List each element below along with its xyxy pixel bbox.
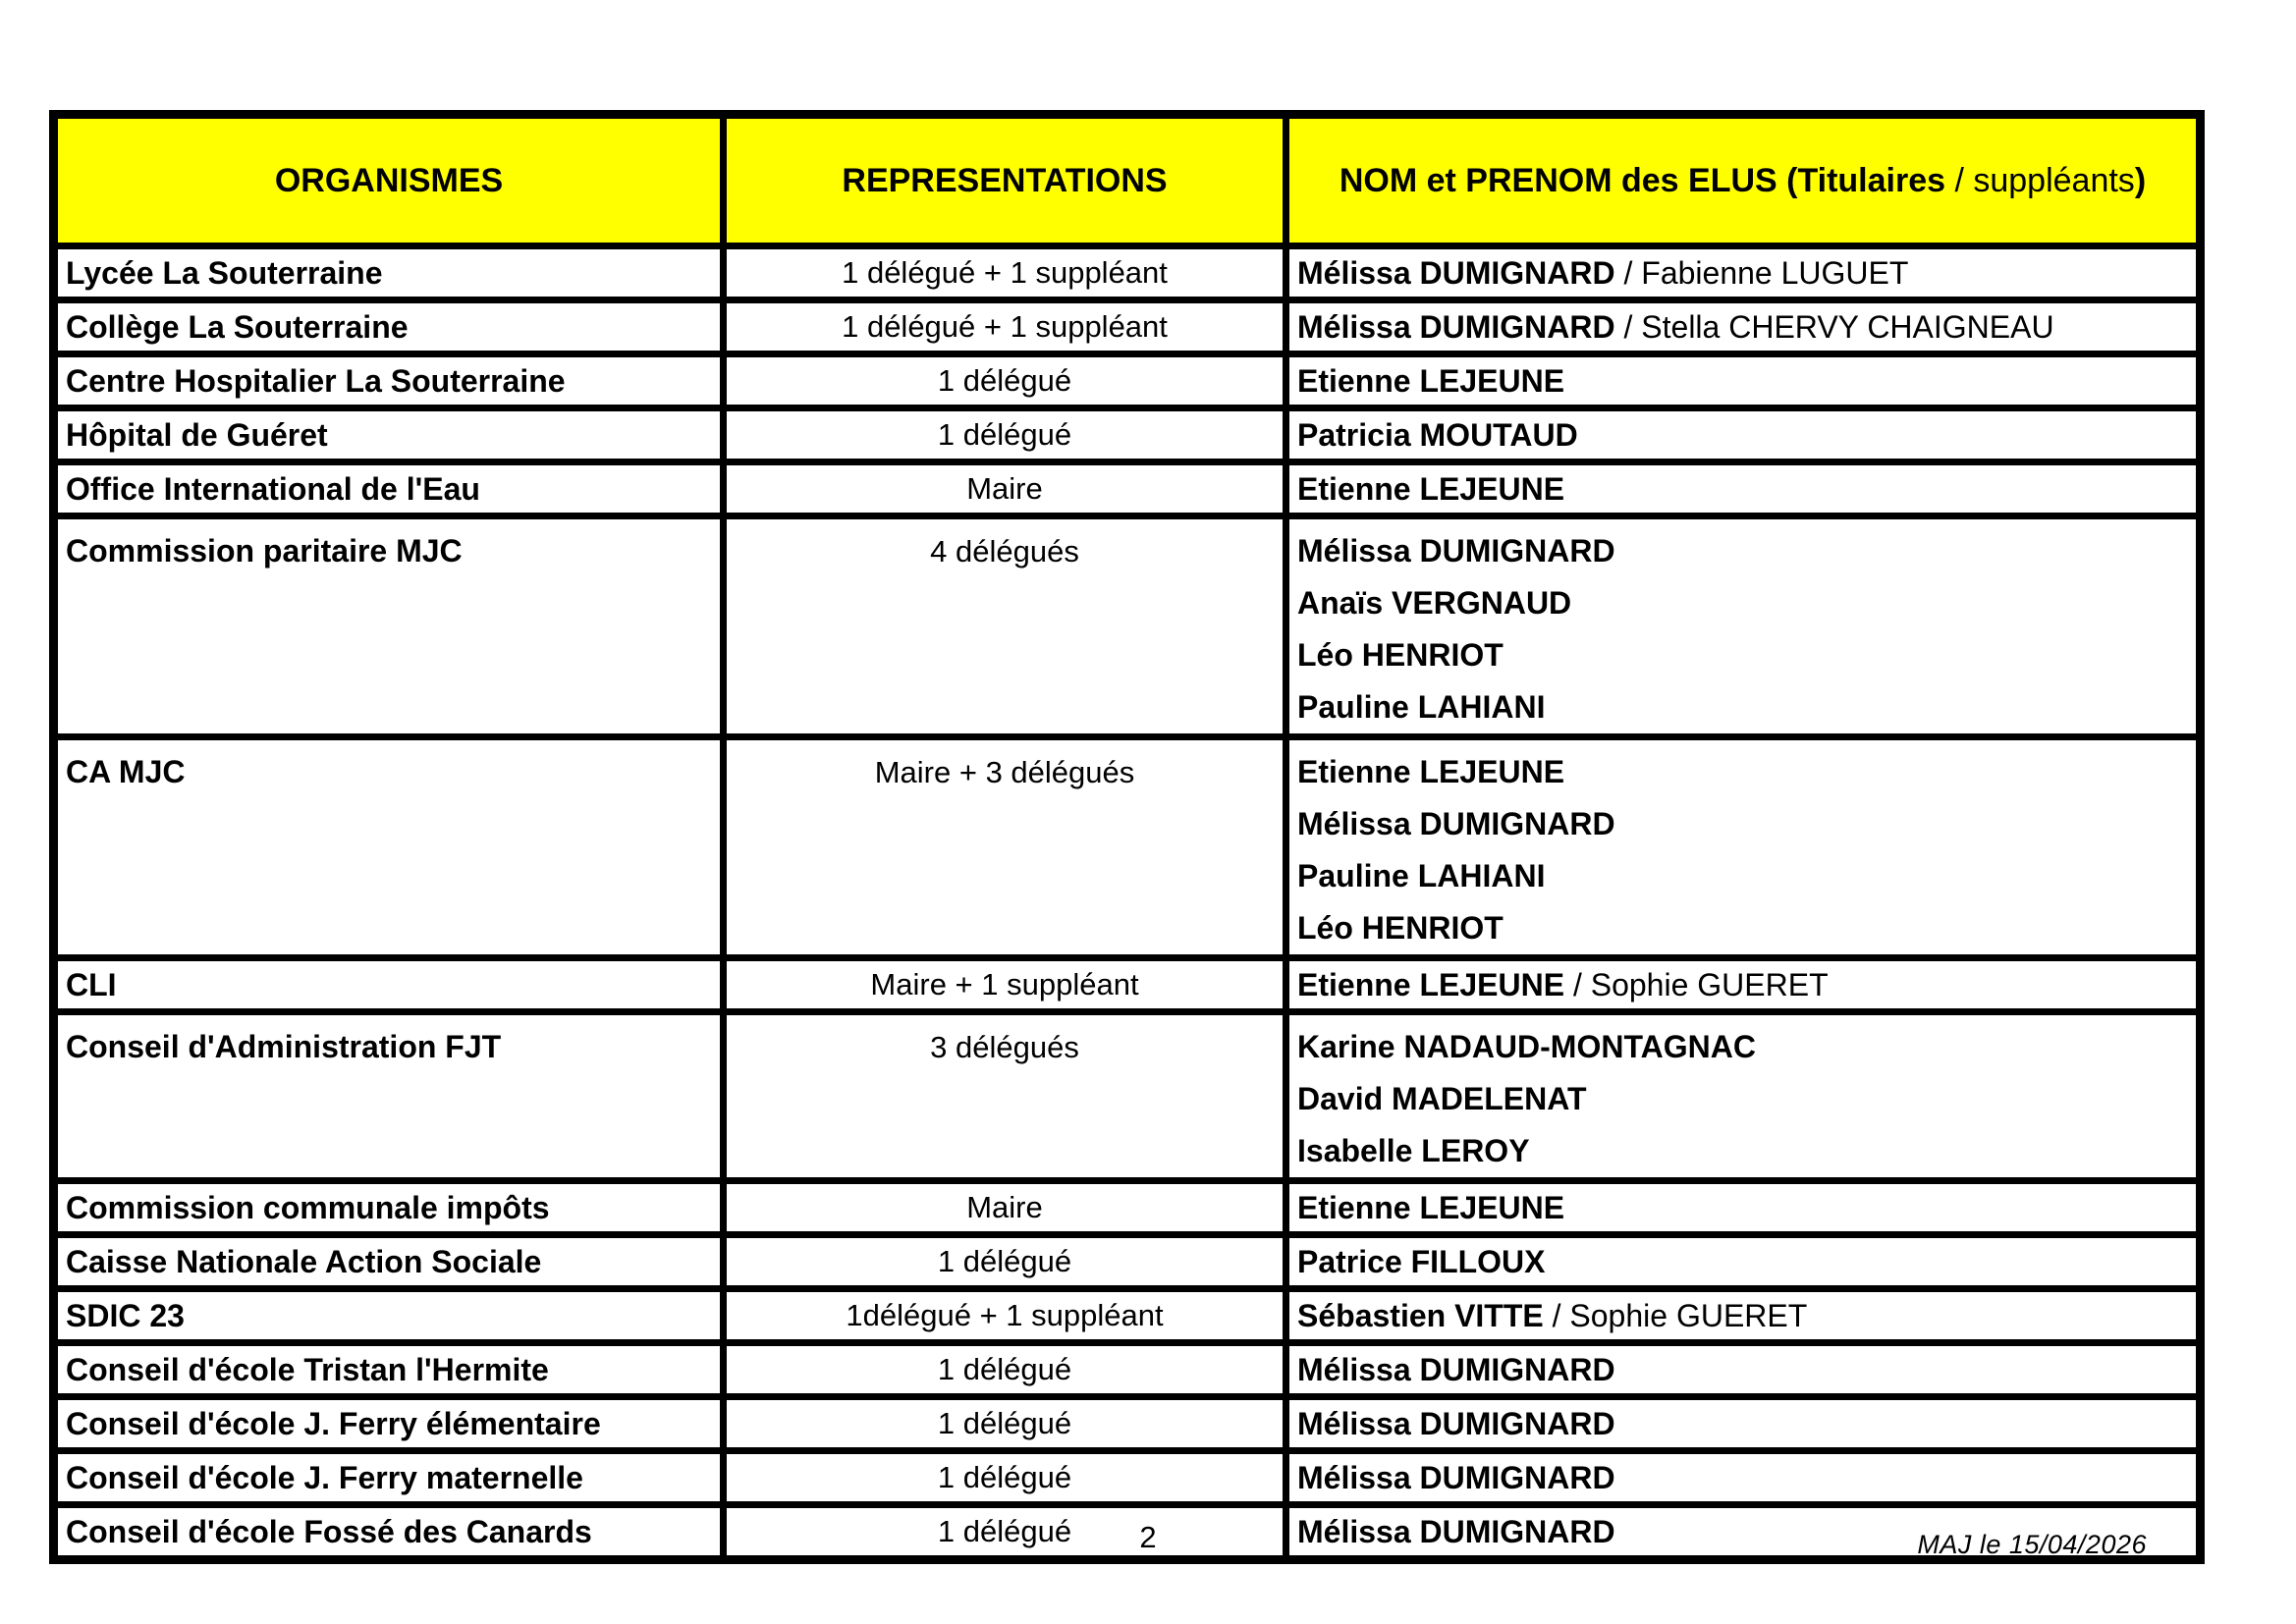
titulaire-name: Mélissa DUMIGNARD — [1297, 806, 1615, 841]
elu-line — [1297, 1346, 2196, 1393]
elu-line — [1297, 681, 2196, 733]
elu-line — [1297, 357, 2196, 405]
elu-line — [1297, 902, 2196, 954]
table-row — [54, 354, 2201, 408]
representation-cell: 1 délégué — [724, 354, 1286, 408]
suppleant-name: / Fabienne LUGUET — [1614, 255, 1909, 291]
page-number: 2 — [1139, 1520, 1157, 1554]
elus-cell — [1286, 246, 2201, 300]
titulaire-name: Pauline LAHIANI — [1297, 689, 1546, 725]
elus-cell — [1286, 1012, 2201, 1181]
elu-line — [1297, 746, 2196, 798]
elu-line — [1297, 1125, 2196, 1177]
table-row — [54, 1289, 2201, 1343]
organisme-cell: SDIC 23 — [54, 1289, 724, 1343]
elu-line — [1297, 1292, 2196, 1339]
titulaire-name: Mélissa DUMIGNARD — [1297, 1352, 1615, 1387]
titulaire-name: Etienne LEJEUNE — [1297, 1190, 1565, 1225]
titulaire-name: Mélissa DUMIGNARD — [1297, 1406, 1615, 1441]
representation-cell: 1 délégué — [724, 1235, 1286, 1289]
elu-line — [1297, 411, 2196, 459]
representation-cell: 1 délégué + 1 suppléant — [724, 300, 1286, 354]
suppleant-name: / Stella CHERVY CHAIGNEAU — [1614, 309, 2054, 345]
organisme-cell: Conseil d'école Tristan l'Hermite — [54, 1343, 724, 1397]
header-elus — [1286, 115, 2201, 246]
header-representations — [724, 115, 1286, 246]
table-row — [54, 1012, 2201, 1181]
titulaire-name: Karine NADAUD-MONTAGNAC — [1297, 1029, 1756, 1064]
elu-line — [1297, 303, 2196, 351]
elu-line — [1297, 1073, 2196, 1125]
suppleant-name: / Sophie GUERET — [1543, 1298, 1808, 1333]
organisme-cell: Commission communale impôts — [54, 1181, 724, 1235]
elus-cell — [1286, 1289, 2201, 1343]
titulaire-name: Etienne LEJEUNE — [1297, 363, 1565, 399]
elu-line — [1297, 1021, 2196, 1073]
elu-line — [1297, 1184, 2196, 1231]
titulaire-name: Patrice FILLOUX — [1297, 1244, 1546, 1279]
header-elus-label-regular: / suppléants — [1945, 161, 2135, 199]
representation-cell: 1délégué + 1 suppléant — [724, 1289, 1286, 1343]
organisme-cell: Hôpital de Guéret — [54, 408, 724, 462]
elu-line — [1297, 465, 2196, 513]
table-row — [54, 737, 2201, 958]
titulaire-name: Mélissa DUMIGNARD — [1297, 309, 1615, 345]
header-elus-label-close: ) — [2134, 161, 2147, 199]
representation-cell: Maire — [724, 462, 1286, 516]
titulaire-name: Pauline LAHIANI — [1297, 858, 1546, 893]
header-elus-label-bold: NOM et PRENOM des ELUS (Titulaires — [1339, 161, 1946, 199]
elus-cell — [1286, 1343, 2201, 1397]
representation-cell: 3 délégués — [724, 1012, 1286, 1181]
titulaire-name: Léo HENRIOT — [1297, 637, 1503, 673]
table-header — [54, 115, 2201, 246]
elu-line — [1297, 1454, 2196, 1501]
elus-cell — [1286, 462, 2201, 516]
titulaire-name: Isabelle LEROY — [1297, 1133, 1530, 1168]
elus-cell — [1286, 1235, 2201, 1289]
titulaire-name: Sébastien VITTE — [1297, 1298, 1544, 1333]
elu-line — [1297, 798, 2196, 850]
representation-cell: 1 délégué — [724, 1451, 1286, 1505]
table-row — [54, 246, 2201, 300]
organisme-cell: Conseil d'école Fossé des Canards — [54, 1505, 724, 1560]
elu-line — [1297, 629, 2196, 681]
organisme-cell: CA MJC — [54, 737, 724, 958]
table-row — [54, 958, 2201, 1012]
elus-cell — [1286, 958, 2201, 1012]
elu-line — [1297, 1400, 2196, 1447]
representation-cell: 1 délégué — [724, 1505, 1286, 1560]
organisme-cell: CLI — [54, 958, 724, 1012]
header-row — [54, 115, 2201, 246]
elus-cell — [1286, 737, 2201, 958]
update-note: MAJ le 15/04/2026 — [1917, 1530, 2147, 1559]
table-row — [54, 1181, 2201, 1235]
table-row — [54, 408, 2201, 462]
representation-cell: 1 délégué — [724, 408, 1286, 462]
organisme-cell: Office International de l'Eau — [54, 462, 724, 516]
representation-cell: Maire + 1 suppléant — [724, 958, 1286, 1012]
table-row — [54, 1397, 2201, 1451]
delegates-table — [49, 110, 2205, 1564]
elus-cell — [1286, 1181, 2201, 1235]
organisme-cell: Lycée La Souterraine — [54, 246, 724, 300]
elus-cell — [1286, 1451, 2201, 1505]
titulaire-name: Anaïs VERGNAUD — [1297, 585, 1572, 621]
elus-cell — [1286, 1397, 2201, 1451]
titulaire-name: Patricia MOUTAUD — [1297, 417, 1578, 453]
elu-line — [1297, 850, 2196, 902]
table-row — [54, 1343, 2201, 1397]
elu-line — [1297, 577, 2196, 629]
titulaire-name: Mélissa DUMIGNARD — [1297, 1514, 1615, 1549]
elu-line — [1297, 1238, 2196, 1285]
elus-cell — [1286, 300, 2201, 354]
organisme-cell: Conseil d'école J. Ferry élémentaire — [54, 1397, 724, 1451]
header-representations-label: REPRESENTATIONS — [842, 161, 1168, 199]
table-row — [54, 1235, 2201, 1289]
elu-line — [1297, 961, 2196, 1008]
titulaire-name: David MADELENAT — [1297, 1081, 1587, 1116]
organisme-cell: Collège La Souterraine — [54, 300, 724, 354]
representation-cell: 1 délégué — [724, 1397, 1286, 1451]
header-organismes-label: ORGANISMES — [274, 161, 504, 199]
elus-cell — [1286, 354, 2201, 408]
representation-cell: Maire — [724, 1181, 1286, 1235]
titulaire-name: Mélissa DUMIGNARD — [1297, 255, 1615, 291]
elu-line — [1297, 525, 2196, 577]
representation-cell: Maire + 3 délégués — [724, 737, 1286, 958]
elus-cell — [1286, 408, 2201, 462]
organisme-cell: Conseil d'Administration FJT — [54, 1012, 724, 1181]
organisme-cell: Caisse Nationale Action Sociale — [54, 1235, 724, 1289]
suppleant-name: / Sophie GUERET — [1564, 967, 1829, 1002]
elu-line — [1297, 249, 2196, 297]
table-row — [54, 462, 2201, 516]
titulaire-name: Mélissa DUMIGNARD — [1297, 533, 1615, 568]
titulaire-name: Etienne LEJEUNE — [1297, 471, 1565, 507]
elus-cell — [1286, 516, 2201, 737]
organisme-cell: Conseil d'école J. Ferry maternelle — [54, 1451, 724, 1505]
table-body — [54, 246, 2201, 1560]
table-row — [54, 300, 2201, 354]
organisme-cell: Commission paritaire MJC — [54, 516, 724, 737]
table-row — [54, 1451, 2201, 1505]
titulaire-name: Mélissa DUMIGNARD — [1297, 1460, 1615, 1495]
titulaire-name: Etienne LEJEUNE — [1297, 754, 1565, 789]
representation-cell: 4 délégués — [724, 516, 1286, 737]
titulaire-name: Etienne LEJEUNE — [1297, 967, 1565, 1002]
table-row — [54, 516, 2201, 737]
header-organismes — [54, 115, 724, 246]
titulaire-name: Léo HENRIOT — [1297, 910, 1503, 946]
representation-cell: 1 délégué + 1 suppléant — [724, 246, 1286, 300]
organisme-cell: Centre Hospitalier La Souterraine — [54, 354, 724, 408]
representation-cell: 1 délégué — [724, 1343, 1286, 1397]
